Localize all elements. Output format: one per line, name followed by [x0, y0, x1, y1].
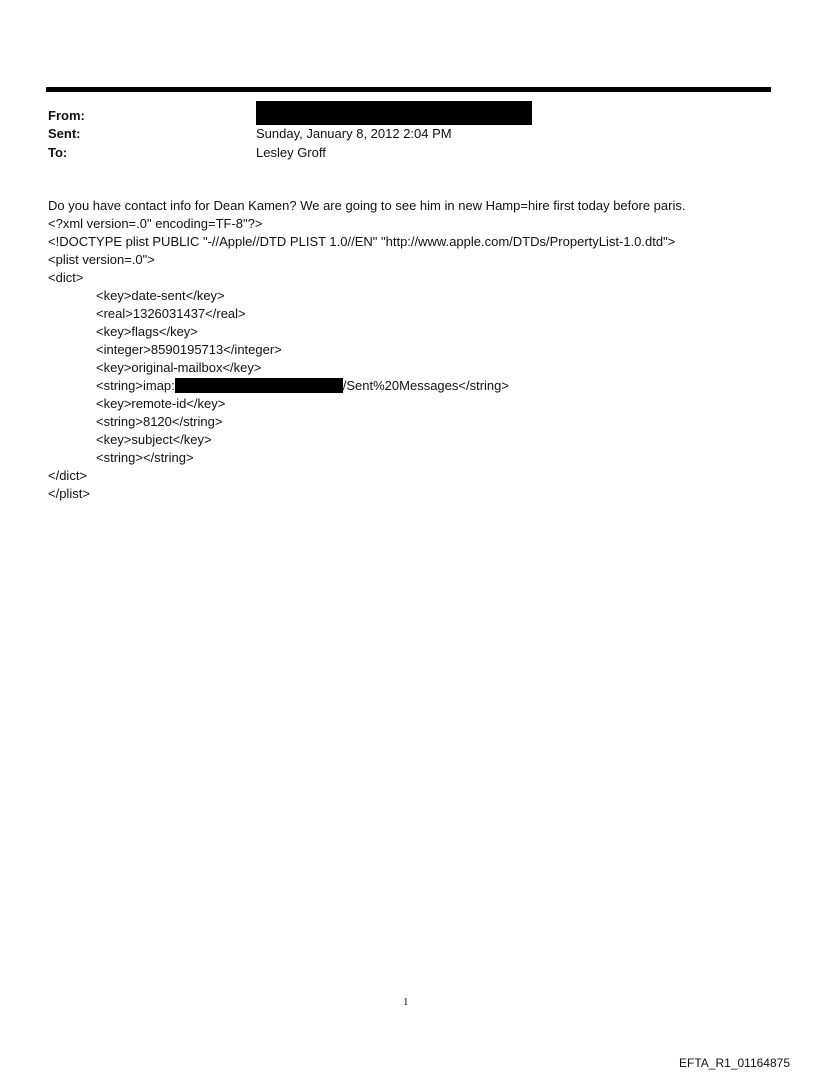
- string-subject: <string></string>: [96, 450, 194, 465]
- string-imap-prefix: <string>imap:: [96, 378, 175, 393]
- to-value: Lesley Groff: [256, 145, 326, 160]
- bates-number: EFTA_R1_01164875: [679, 1056, 790, 1070]
- imap-redaction: [175, 378, 343, 393]
- dict-close: </dict>: [48, 468, 88, 483]
- page-number: 1: [403, 996, 409, 1008]
- key-remote-id: <key>remote-id</key>: [96, 396, 226, 411]
- integer-value: <integer>8590195713</integer>: [96, 342, 282, 357]
- key-original-mailbox: <key>original-mailbox</key>: [96, 360, 262, 375]
- string-remote-id: <string>8120</string>: [96, 414, 223, 429]
- key-flags: <key>flags</key>: [96, 324, 198, 339]
- plist-open: <plist version=.0">: [48, 252, 155, 267]
- sent-value: Sunday, January 8, 2012 2:04 PM: [256, 126, 452, 141]
- email-body: [48, 197, 768, 503]
- key-subject: <key>subject</key>: [96, 432, 212, 447]
- string-imap-suffix: /Sent%20Messages</string>: [342, 378, 509, 393]
- string-imap-line: [48, 377, 768, 395]
- header-rule: [46, 87, 771, 92]
- from-label: From:: [48, 108, 85, 123]
- plist-close: </plist>: [48, 486, 90, 501]
- real-value: <real>1326031437</real>: [96, 306, 246, 321]
- from-redaction: [256, 101, 532, 125]
- doctype-line: <!DOCTYPE plist PUBLIC "-//Apple//DTD PLIST 1.0//EN" "http://www.apple.com/DTDs/PropertyList-1.0.dtd">: [48, 234, 676, 249]
- message-text: Do you have contact info for Dean Kamen? We are going to see him in new Hamp=hire first today before paris.: [48, 198, 686, 213]
- sent-label: Sent:: [48, 126, 81, 141]
- to-label: To:: [48, 145, 68, 160]
- dict-open: <dict>: [48, 270, 84, 285]
- key-date-sent: <key>date-sent</key>: [96, 288, 225, 303]
- xml-declaration: <?xml version=.0" encoding=TF-8"?>: [48, 216, 263, 231]
